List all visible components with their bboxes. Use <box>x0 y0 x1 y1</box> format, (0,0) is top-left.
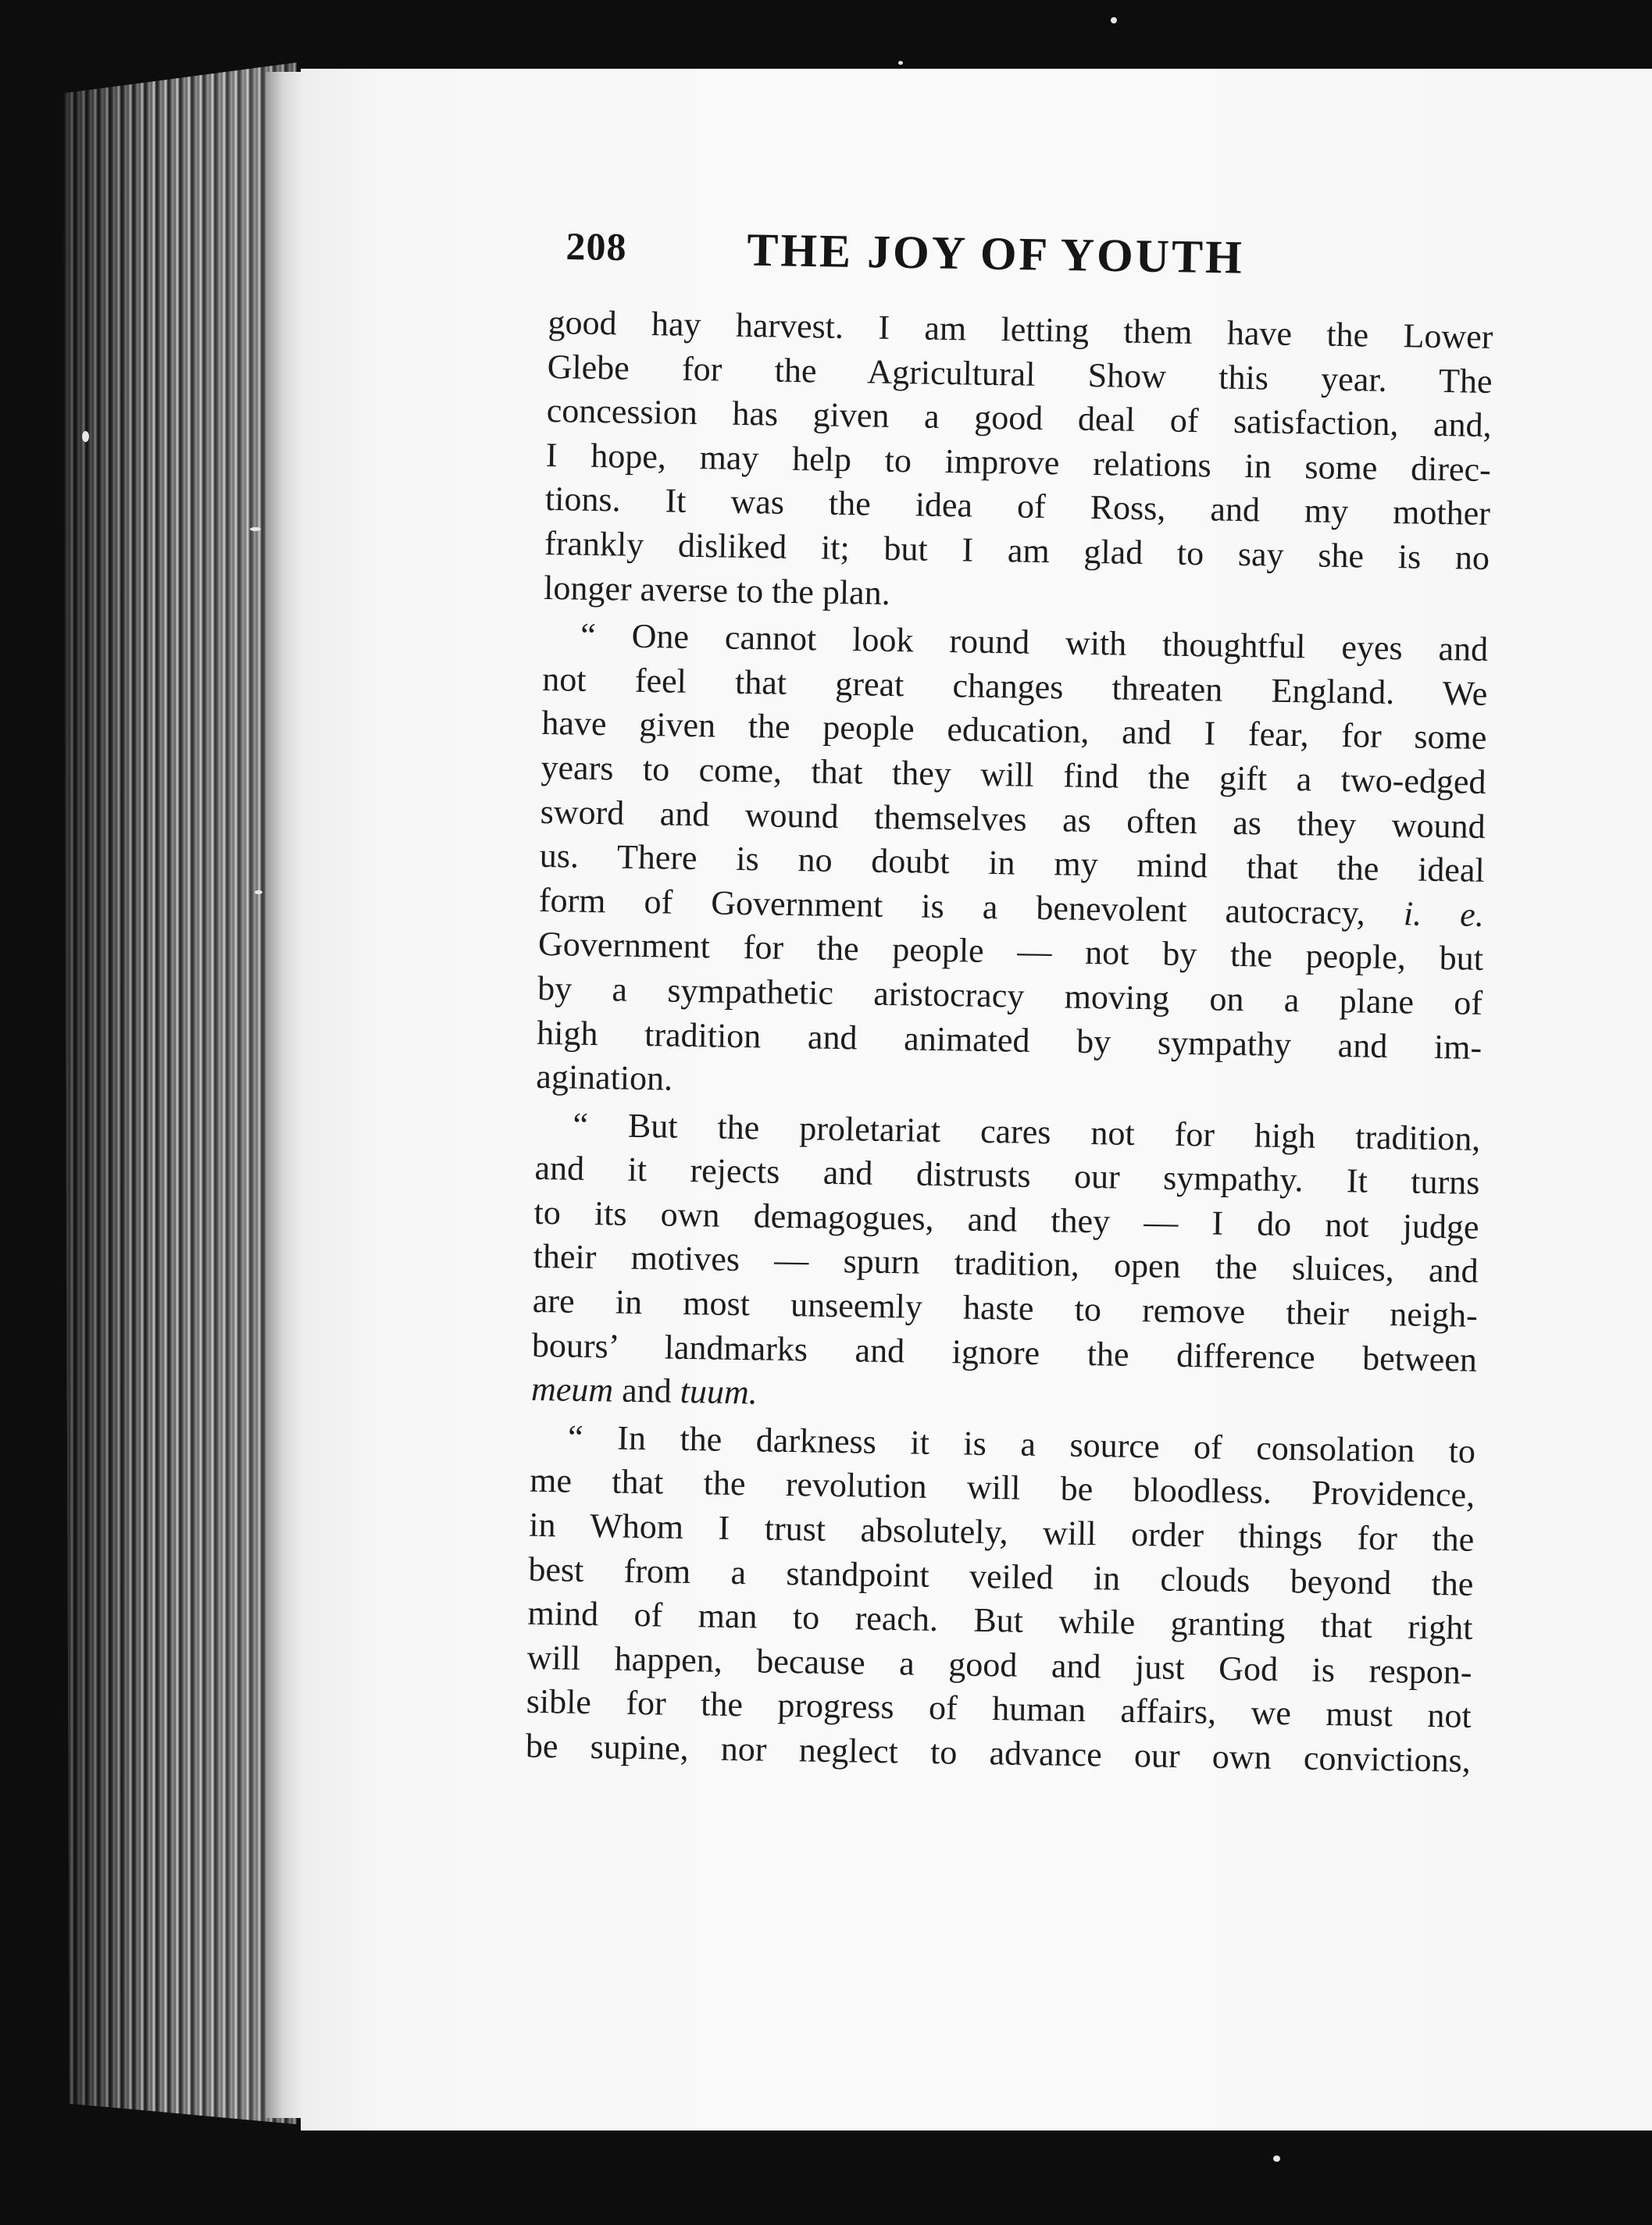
text-line: agination. <box>536 1057 673 1098</box>
text-line: “ But the proletariat cares not for high tradition, <box>573 1105 1481 1158</box>
text-line: high tradition and animated by sympathy and im- <box>536 1013 1483 1067</box>
text-line: concession has given a good deal of satisfaction, and, <box>546 391 1493 445</box>
text-line: sible for the progress of human affairs, we must not <box>526 1682 1472 1736</box>
running-title: THE JOY OF YOUTH <box>746 223 1245 283</box>
speck <box>1111 17 1117 23</box>
speck <box>82 431 89 442</box>
text-line: and it rejects and distrusts our sympathy. It turns <box>534 1149 1480 1203</box>
text-line: “ One cannot look round with thoughtful eyes and <box>580 615 1489 669</box>
text-line: best from a standpoint veiled in clouds beyond the <box>528 1549 1474 1603</box>
speck <box>898 61 903 65</box>
text-line: frankly disliked it; but I am glad to say she is no <box>544 523 1490 577</box>
text-line: Government for the people — not by the people, but <box>537 925 1484 979</box>
text-line: in Whom I trust absolutely, will order things for the <box>528 1505 1475 1559</box>
text-line-with-italic: meum and tuum. <box>530 1370 758 1412</box>
text-line: mind of man to reach. But while granting that right <box>527 1594 1473 1648</box>
italic-text: tuum. <box>680 1372 758 1412</box>
text-line: I hope, may help to improve relations in some direc- <box>545 435 1492 489</box>
text-line: have given the people education, and I fear, for some <box>541 704 1487 758</box>
text-line: will happen, because a good and just God is respon- <box>526 1638 1472 1692</box>
text-line: be supine, nor neglect to advance our own convictions, <box>525 1726 1472 1780</box>
text-line: me that the revolution will be bloodless. Providence, <box>529 1461 1475 1515</box>
text-line: are in most unseemly haste to remove their neigh- <box>532 1281 1479 1335</box>
text-line: their motives — spurn tradition, open the sluices, and <box>533 1237 1479 1291</box>
text-line: longer averse to the plan. <box>543 568 891 612</box>
text-line: by a sympathetic aristocracy moving on a plane of <box>537 968 1483 1022</box>
text-line: years to come, that they will find the gift a two-edged <box>541 747 1486 801</box>
speck <box>1273 2155 1280 2162</box>
text-line: bours’ landmarks and ignore the difference between <box>531 1325 1478 1379</box>
text-line: to its own demagogues, and they — I do not judge <box>533 1193 1479 1246</box>
book-page-edges <box>62 62 297 2124</box>
speck <box>250 527 261 531</box>
text-line-with-italic: form of Government is a benevolent autocracy, i. e. <box>538 880 1485 934</box>
body-text <box>525 301 1493 1783</box>
running-header <box>566 220 1347 295</box>
text-line: Glebe for the Agricultural Show this year. The <box>547 347 1493 401</box>
text-line: sword and wound themselves as often as they wound <box>540 792 1486 846</box>
italic-text: meum <box>530 1370 614 1410</box>
page-number: 208 <box>566 223 627 269</box>
text-line: not feel that great changes threaten England. We <box>542 659 1488 713</box>
italic-text: i. e. <box>1403 894 1485 934</box>
text-line: tions. It was the idea of Ross, and my mother <box>544 480 1491 533</box>
book-gutter <box>266 72 305 2118</box>
speck <box>255 890 262 894</box>
text-line: good hay harvest. I am letting them have the Lower <box>548 302 1493 356</box>
text-line: “ In the darkness it is a source of consolation to <box>567 1417 1476 1471</box>
text-line: us. There is no doubt in my mind that the ideal <box>539 836 1486 890</box>
